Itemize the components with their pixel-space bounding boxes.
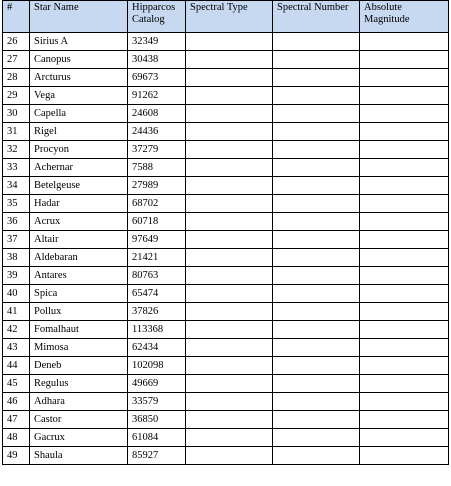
cell-absolute-magnitude[interactable] <box>360 339 449 357</box>
cell-spectral-type[interactable] <box>186 159 273 177</box>
cell-absolute-magnitude[interactable] <box>360 321 449 339</box>
table-row <box>3 231 449 249</box>
cell-hipparcos-catalog: 113368 <box>128 321 186 339</box>
table-row <box>3 105 449 123</box>
cell-spectral-type[interactable] <box>186 213 273 231</box>
cell-hipparcos-catalog: 30438 <box>128 51 186 69</box>
cell-spectral-number[interactable] <box>273 87 360 105</box>
cell-spectral-number[interactable] <box>273 285 360 303</box>
cell-hipparcos-catalog: 69673 <box>128 69 186 87</box>
cell-star-name: Arcturus <box>30 69 128 87</box>
cell-hipparcos-catalog: 24608 <box>128 105 186 123</box>
cell-absolute-magnitude[interactable] <box>360 249 449 267</box>
table-row <box>3 393 449 411</box>
cell-star-name: Sirius A <box>30 33 128 51</box>
cell-number: 26 <box>3 33 30 51</box>
cell-star-name: Pollux <box>30 303 128 321</box>
cell-hipparcos-catalog: 68702 <box>128 195 186 213</box>
cell-absolute-magnitude[interactable] <box>360 285 449 303</box>
cell-spectral-type[interactable] <box>186 429 273 447</box>
cell-hipparcos-catalog: 102098 <box>128 357 186 375</box>
cell-absolute-magnitude[interactable] <box>360 105 449 123</box>
cell-number: 30 <box>3 105 30 123</box>
cell-hipparcos-catalog: 36850 <box>128 411 186 429</box>
header-number: # <box>3 1 30 33</box>
cell-star-name: Spica <box>30 285 128 303</box>
table-row <box>3 267 449 285</box>
cell-hipparcos-catalog: 97649 <box>128 231 186 249</box>
cell-absolute-magnitude[interactable] <box>360 393 449 411</box>
cell-star-name: Betelgeuse <box>30 177 128 195</box>
cell-number: 38 <box>3 249 30 267</box>
cell-hipparcos-catalog: 21421 <box>128 249 186 267</box>
cell-number: 47 <box>3 411 30 429</box>
cell-star-name: Antares <box>30 267 128 285</box>
cell-spectral-type[interactable] <box>186 33 273 51</box>
cell-hipparcos-catalog: 32349 <box>128 33 186 51</box>
cell-number: 39 <box>3 267 30 285</box>
cell-spectral-number[interactable] <box>273 51 360 69</box>
cell-star-name: Acrux <box>30 213 128 231</box>
table-row <box>3 447 449 465</box>
cell-hipparcos-catalog: 33579 <box>128 393 186 411</box>
cell-spectral-number[interactable] <box>273 267 360 285</box>
cell-absolute-magnitude[interactable] <box>360 447 449 465</box>
cell-spectral-type[interactable] <box>186 249 273 267</box>
cell-hipparcos-catalog: 7588 <box>128 159 186 177</box>
cell-number: 42 <box>3 321 30 339</box>
cell-absolute-magnitude[interactable] <box>360 141 449 159</box>
table-row <box>3 303 449 321</box>
cell-absolute-magnitude[interactable] <box>360 123 449 141</box>
header-spectral-number: Spectral Number <box>273 1 360 33</box>
cell-spectral-number[interactable] <box>273 321 360 339</box>
cell-star-name: Hadar <box>30 195 128 213</box>
cell-star-name: Altair <box>30 231 128 249</box>
cell-spectral-type[interactable] <box>186 105 273 123</box>
cell-spectral-type[interactable] <box>186 321 273 339</box>
cell-absolute-magnitude[interactable] <box>360 357 449 375</box>
table-row <box>3 375 449 393</box>
cell-spectral-number[interactable] <box>273 429 360 447</box>
cell-number: 37 <box>3 231 30 249</box>
table-row <box>3 339 449 357</box>
table-row <box>3 159 449 177</box>
cell-number: 32 <box>3 141 30 159</box>
cell-spectral-number[interactable] <box>273 249 360 267</box>
cell-spectral-number[interactable] <box>273 411 360 429</box>
cell-spectral-number[interactable] <box>273 213 360 231</box>
table-row <box>3 357 449 375</box>
table-row <box>3 213 449 231</box>
cell-hipparcos-catalog: 91262 <box>128 87 186 105</box>
cell-absolute-magnitude[interactable] <box>360 303 449 321</box>
cell-number: 49 <box>3 447 30 465</box>
table-row <box>3 411 449 429</box>
cell-number: 40 <box>3 285 30 303</box>
cell-absolute-magnitude[interactable] <box>360 429 449 447</box>
cell-star-name: Mimosa <box>30 339 128 357</box>
cell-spectral-type[interactable] <box>186 285 273 303</box>
cell-spectral-type[interactable] <box>186 231 273 249</box>
cell-number: 48 <box>3 429 30 447</box>
cell-spectral-number[interactable] <box>273 123 360 141</box>
cell-absolute-magnitude[interactable] <box>360 267 449 285</box>
cell-hipparcos-catalog: 62434 <box>128 339 186 357</box>
cell-absolute-magnitude[interactable] <box>360 411 449 429</box>
cell-spectral-type[interactable] <box>186 69 273 87</box>
cell-star-name: Vega <box>30 87 128 105</box>
cell-number: 33 <box>3 159 30 177</box>
cell-spectral-number[interactable] <box>273 69 360 87</box>
cell-spectral-type[interactable] <box>186 447 273 465</box>
cell-absolute-magnitude[interactable] <box>360 69 449 87</box>
cell-hipparcos-catalog: 65474 <box>128 285 186 303</box>
header-spectral-type: Spectral Type <box>186 1 273 33</box>
star-table-container <box>2 0 448 465</box>
cell-number: 31 <box>3 123 30 141</box>
cell-star-name: Fomalhaut <box>30 321 128 339</box>
cell-star-name: Canopus <box>30 51 128 69</box>
cell-star-name: Castor <box>30 411 128 429</box>
cell-hipparcos-catalog: 27989 <box>128 177 186 195</box>
cell-number: 41 <box>3 303 30 321</box>
cell-number: 36 <box>3 213 30 231</box>
cell-spectral-number[interactable] <box>273 339 360 357</box>
cell-spectral-type[interactable] <box>186 357 273 375</box>
cell-absolute-magnitude[interactable] <box>360 195 449 213</box>
cell-spectral-number[interactable] <box>273 105 360 123</box>
cell-hipparcos-catalog: 60718 <box>128 213 186 231</box>
cell-spectral-type[interactable] <box>186 303 273 321</box>
cell-absolute-magnitude[interactable] <box>360 33 449 51</box>
cell-absolute-magnitude[interactable] <box>360 51 449 69</box>
cell-spectral-type[interactable] <box>186 87 273 105</box>
cell-star-name: Capella <box>30 105 128 123</box>
cell-spectral-type[interactable] <box>186 141 273 159</box>
table-row <box>3 249 449 267</box>
cell-star-name: Rigel <box>30 123 128 141</box>
cell-number: 29 <box>3 87 30 105</box>
table-row <box>3 51 449 69</box>
cell-hipparcos-catalog: 37826 <box>128 303 186 321</box>
cell-star-name: Achernar <box>30 159 128 177</box>
cell-star-name: Procyon <box>30 141 128 159</box>
cell-number: 35 <box>3 195 30 213</box>
cell-spectral-number[interactable] <box>273 33 360 51</box>
cell-star-name: Regulus <box>30 375 128 393</box>
cell-hipparcos-catalog: 85927 <box>128 447 186 465</box>
cell-spectral-type[interactable] <box>186 195 273 213</box>
cell-hipparcos-catalog: 61084 <box>128 429 186 447</box>
cell-absolute-magnitude[interactable] <box>360 177 449 195</box>
table-row <box>3 69 449 87</box>
header-absolute-magnitude: Absolute Magnitude <box>360 1 449 33</box>
table-row <box>3 285 449 303</box>
table-row <box>3 33 449 51</box>
cell-star-name: Shaula <box>30 447 128 465</box>
cell-star-name: Gacrux <box>30 429 128 447</box>
cell-hipparcos-catalog: 37279 <box>128 141 186 159</box>
cell-absolute-magnitude[interactable] <box>360 375 449 393</box>
cell-number: 28 <box>3 69 30 87</box>
table-row <box>3 123 449 141</box>
header-star-name: Star Name <box>30 1 128 33</box>
cell-spectral-type[interactable] <box>186 177 273 195</box>
header-hipparcos-catalog: Hipparcos Catalog <box>128 1 186 33</box>
table-row <box>3 177 449 195</box>
cell-absolute-magnitude[interactable] <box>360 159 449 177</box>
cell-star-name: Adhara <box>30 393 128 411</box>
cell-spectral-number[interactable] <box>273 375 360 393</box>
table-row <box>3 429 449 447</box>
cell-spectral-type[interactable] <box>186 339 273 357</box>
cell-star-name: Aldebaran <box>30 249 128 267</box>
cell-absolute-magnitude[interactable] <box>360 87 449 105</box>
cell-hipparcos-catalog: 49669 <box>128 375 186 393</box>
cell-spectral-number[interactable] <box>273 195 360 213</box>
cell-spectral-type[interactable] <box>186 51 273 69</box>
table-row <box>3 141 449 159</box>
cell-spectral-type[interactable] <box>186 393 273 411</box>
cell-absolute-magnitude[interactable] <box>360 213 449 231</box>
cell-number: 43 <box>3 339 30 357</box>
cell-number: 44 <box>3 357 30 375</box>
cell-spectral-number[interactable] <box>273 447 360 465</box>
cell-spectral-number[interactable] <box>273 159 360 177</box>
cell-spectral-number[interactable] <box>273 177 360 195</box>
cell-hipparcos-catalog: 24436 <box>128 123 186 141</box>
table-row <box>3 195 449 213</box>
cell-hipparcos-catalog: 80763 <box>128 267 186 285</box>
cell-spectral-type[interactable] <box>186 411 273 429</box>
cell-absolute-magnitude[interactable] <box>360 231 449 249</box>
cell-spectral-type[interactable] <box>186 123 273 141</box>
cell-number: 46 <box>3 393 30 411</box>
cell-number: 45 <box>3 375 30 393</box>
header-row <box>3 1 449 33</box>
cell-spectral-number[interactable] <box>273 303 360 321</box>
cell-number: 27 <box>3 51 30 69</box>
star-table <box>2 0 449 465</box>
cell-spectral-number[interactable] <box>273 141 360 159</box>
cell-number: 34 <box>3 177 30 195</box>
table-row <box>3 321 449 339</box>
table-header <box>3 1 449 33</box>
cell-star-name: Deneb <box>30 357 128 375</box>
cell-spectral-number[interactable] <box>273 357 360 375</box>
cell-spectral-number[interactable] <box>273 393 360 411</box>
cell-spectral-type[interactable] <box>186 375 273 393</box>
cell-spectral-number[interactable] <box>273 231 360 249</box>
table-body <box>3 33 449 465</box>
cell-spectral-type[interactable] <box>186 267 273 285</box>
table-row <box>3 87 449 105</box>
